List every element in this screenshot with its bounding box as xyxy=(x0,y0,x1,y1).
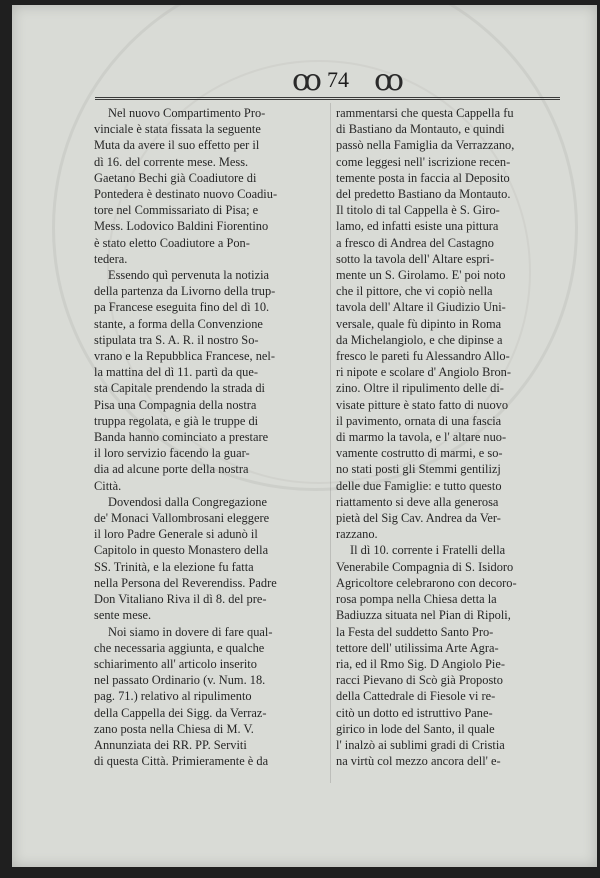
text-line: dia ad alcune porte della nostra xyxy=(94,462,249,477)
text-line: Capitolo in questo Monastero della xyxy=(94,543,269,558)
text-line: pietà del Sig Cav. Andrea da Ver- xyxy=(336,511,501,526)
text-line: tedera. xyxy=(94,251,128,266)
text-line: de' Monaci Vallombrosani eleggere xyxy=(94,511,270,526)
text-line: Don Vitaliano Riva il dì 8. del pre- xyxy=(94,592,267,607)
text-line: Mess. Lodovico Baldini Fiorentino xyxy=(94,219,269,234)
text-line: vinciale è stata fissata la seguente xyxy=(94,122,261,137)
text-line: il pavimento, ornata di una fascia xyxy=(336,413,502,428)
text-line: sente mese. xyxy=(94,608,152,623)
text-line: il loro Padre Generale si adunò il xyxy=(94,527,258,542)
text-line: di marmo la tavola, e l' altare nuo- xyxy=(336,430,507,445)
text-line: mente un S. Girolamo. E' poi noto xyxy=(336,268,506,283)
text-line: nella Persona del Reverendiss. Padre xyxy=(94,575,277,590)
text-line: racci Pievano di Scò già Proposto xyxy=(336,673,503,688)
text-line: Città. xyxy=(94,478,122,493)
text-line: di Bastiano da Montauto, e quindi xyxy=(336,122,505,137)
text-line: riattamento si deve alla generosa xyxy=(336,494,499,509)
column-divider xyxy=(330,103,331,783)
text-line: del predetto Bastiano da Montauto. xyxy=(336,187,511,202)
text-line: tavola dell' Altare il Giudizio Uni- xyxy=(336,300,506,315)
text-line: della partenza da Livorno della trup- xyxy=(94,284,276,299)
right-column xyxy=(336,105,564,769)
text-line: fresco le pareti fu Alessandro Allo- xyxy=(336,349,510,364)
text-line: della Cappella dei Sigg. da Verraz- xyxy=(94,705,267,720)
text-line: ria, ed il Rmo Sig. D Angiolo Pie- xyxy=(336,656,505,671)
text-line: dì 16. del corrente mese. Mess. xyxy=(94,154,249,169)
text-line: di questa Città. Primieramente è da xyxy=(94,754,269,769)
text-line: zano posta nella Chiesa di M. V. xyxy=(94,721,254,736)
text-line: delle due Famiglie: e tutto questo xyxy=(336,478,502,493)
text-line: Gaetano Bechi già Coadiutore di xyxy=(94,170,257,185)
text-line: rosa pompa nella Chiesa detta la xyxy=(336,592,497,607)
text-line: che il pittore, che vi copiò nella xyxy=(336,284,493,299)
text-line: ri nipote e scolare d' Angiolo Bron- xyxy=(336,365,511,380)
text-line: truppa regolata, e già le truppe di xyxy=(94,413,259,428)
newspaper-page xyxy=(12,5,597,867)
text-line: stante, a forma della Convenzione xyxy=(94,316,263,331)
header-rule xyxy=(95,97,560,100)
text-line: Muta da avere il suo effetto per il xyxy=(94,138,260,153)
text-line: Il titolo di tal Cappella è S. Giro- xyxy=(336,203,500,218)
ornament-left: ꝏ xyxy=(292,63,322,98)
text-line: no stati posti gli Stemmi gentilizj xyxy=(336,462,501,477)
text-line: Agricoltore celebrarono con decoro- xyxy=(336,575,517,590)
text-line: Annunziata dei RR. PP. Serviti xyxy=(94,737,247,752)
text-line: stipulata tra S. A. R. il nostro So- xyxy=(94,332,259,347)
text-line: da Michelangiolo, e che dipinse a xyxy=(336,332,503,347)
text-line: il loro servizio facendo la guar- xyxy=(94,446,250,461)
text-line: come leggesi nell' iscrizione recen- xyxy=(336,154,511,169)
text-line: Il dì 10. corrente i Fratelli della xyxy=(350,543,506,558)
text-line: nel passato Ordinario (v. Num. 18. xyxy=(94,673,266,688)
text-line: pag. 71.) relativo al ripulimento xyxy=(94,689,252,704)
ornament-right: ꝏ xyxy=(374,63,404,98)
text-line: della Cattedrale di Fiesole vi re- xyxy=(336,689,496,704)
text-line: Pisa una Compagnia della nostra xyxy=(94,397,257,412)
text-line: Nel nuovo Compartimento Pro- xyxy=(108,106,266,120)
text-line: Pontedera è destinato nuovo Coadiu- xyxy=(94,187,278,202)
page-number: 74 xyxy=(327,67,349,92)
left-column xyxy=(94,105,322,769)
text-line: sta Capitale prendendo la strada di xyxy=(94,381,266,396)
text-line: che necessaria aggiunta, e qualche xyxy=(94,640,265,655)
text-line: SS. Trinità, e la elezione fu fatta xyxy=(94,559,254,574)
text-line: Badiuzza situata nel Pian di Ripoli, xyxy=(336,608,511,623)
text-line: girico in lode del Santo, il quale xyxy=(336,721,495,736)
text-line: pa Francese eseguita fino del dì 10. xyxy=(94,300,270,315)
text-line: sotto la tavola dell' Altare espri- xyxy=(336,251,495,266)
text-line: l' inalzò ai sublimi gradi di Cristia xyxy=(336,737,505,752)
text-line: Essendo quì pervenuta la notizia xyxy=(108,268,270,283)
text-line: zino. Oltre il ripulimento delle di- xyxy=(336,381,504,396)
text-line: la mattina del dì 11. partì da que- xyxy=(94,365,259,380)
text-line: Dovendosi dalla Congregazione xyxy=(108,494,267,509)
text-line: passò nella Famiglia da Verrazzano, xyxy=(336,138,515,153)
text-line: versale, quale fù dipinto in Roma xyxy=(336,316,502,331)
text-line: schiarimento all' articolo inserito xyxy=(94,656,257,671)
text-line: rammentarsi che questa Cappella fu xyxy=(336,106,514,120)
text-line: razzano. xyxy=(336,527,378,542)
text-line: temente posta in faccia al Deposito xyxy=(336,170,510,185)
text-line: citò un dotto ed istruttivo Pane- xyxy=(336,705,493,720)
text-line: tettore dell' utilissima Arte Agra- xyxy=(336,640,499,655)
text-line: è stato eletto Coadiutore a Pon- xyxy=(94,235,250,250)
text-line: vrano e la Repubblica Francese, nel- xyxy=(94,349,275,364)
text-line: Venerabile Compagnia di S. Isidoro xyxy=(336,559,514,574)
text-line: vamente costrutto di marmi, e so- xyxy=(336,446,503,461)
text-line: la Festa del suddetto Santo Pro- xyxy=(336,624,494,639)
text-line: Banda hanno cominciato a prestare xyxy=(94,430,269,445)
text-line: na virtù col mezzo ancora dell' e- xyxy=(336,754,501,769)
text-line: visate pitture è stato fatto di nuovo xyxy=(336,397,509,412)
text-line: a fresco di Andrea del Castagno xyxy=(336,235,494,250)
text-line: tore nel Commissariato di Pisa; e xyxy=(94,203,259,218)
text-line: lamo, ed infatti esiste una pittura xyxy=(336,219,499,234)
text-line: Noi siamo in dovere di fare qual- xyxy=(108,624,273,639)
